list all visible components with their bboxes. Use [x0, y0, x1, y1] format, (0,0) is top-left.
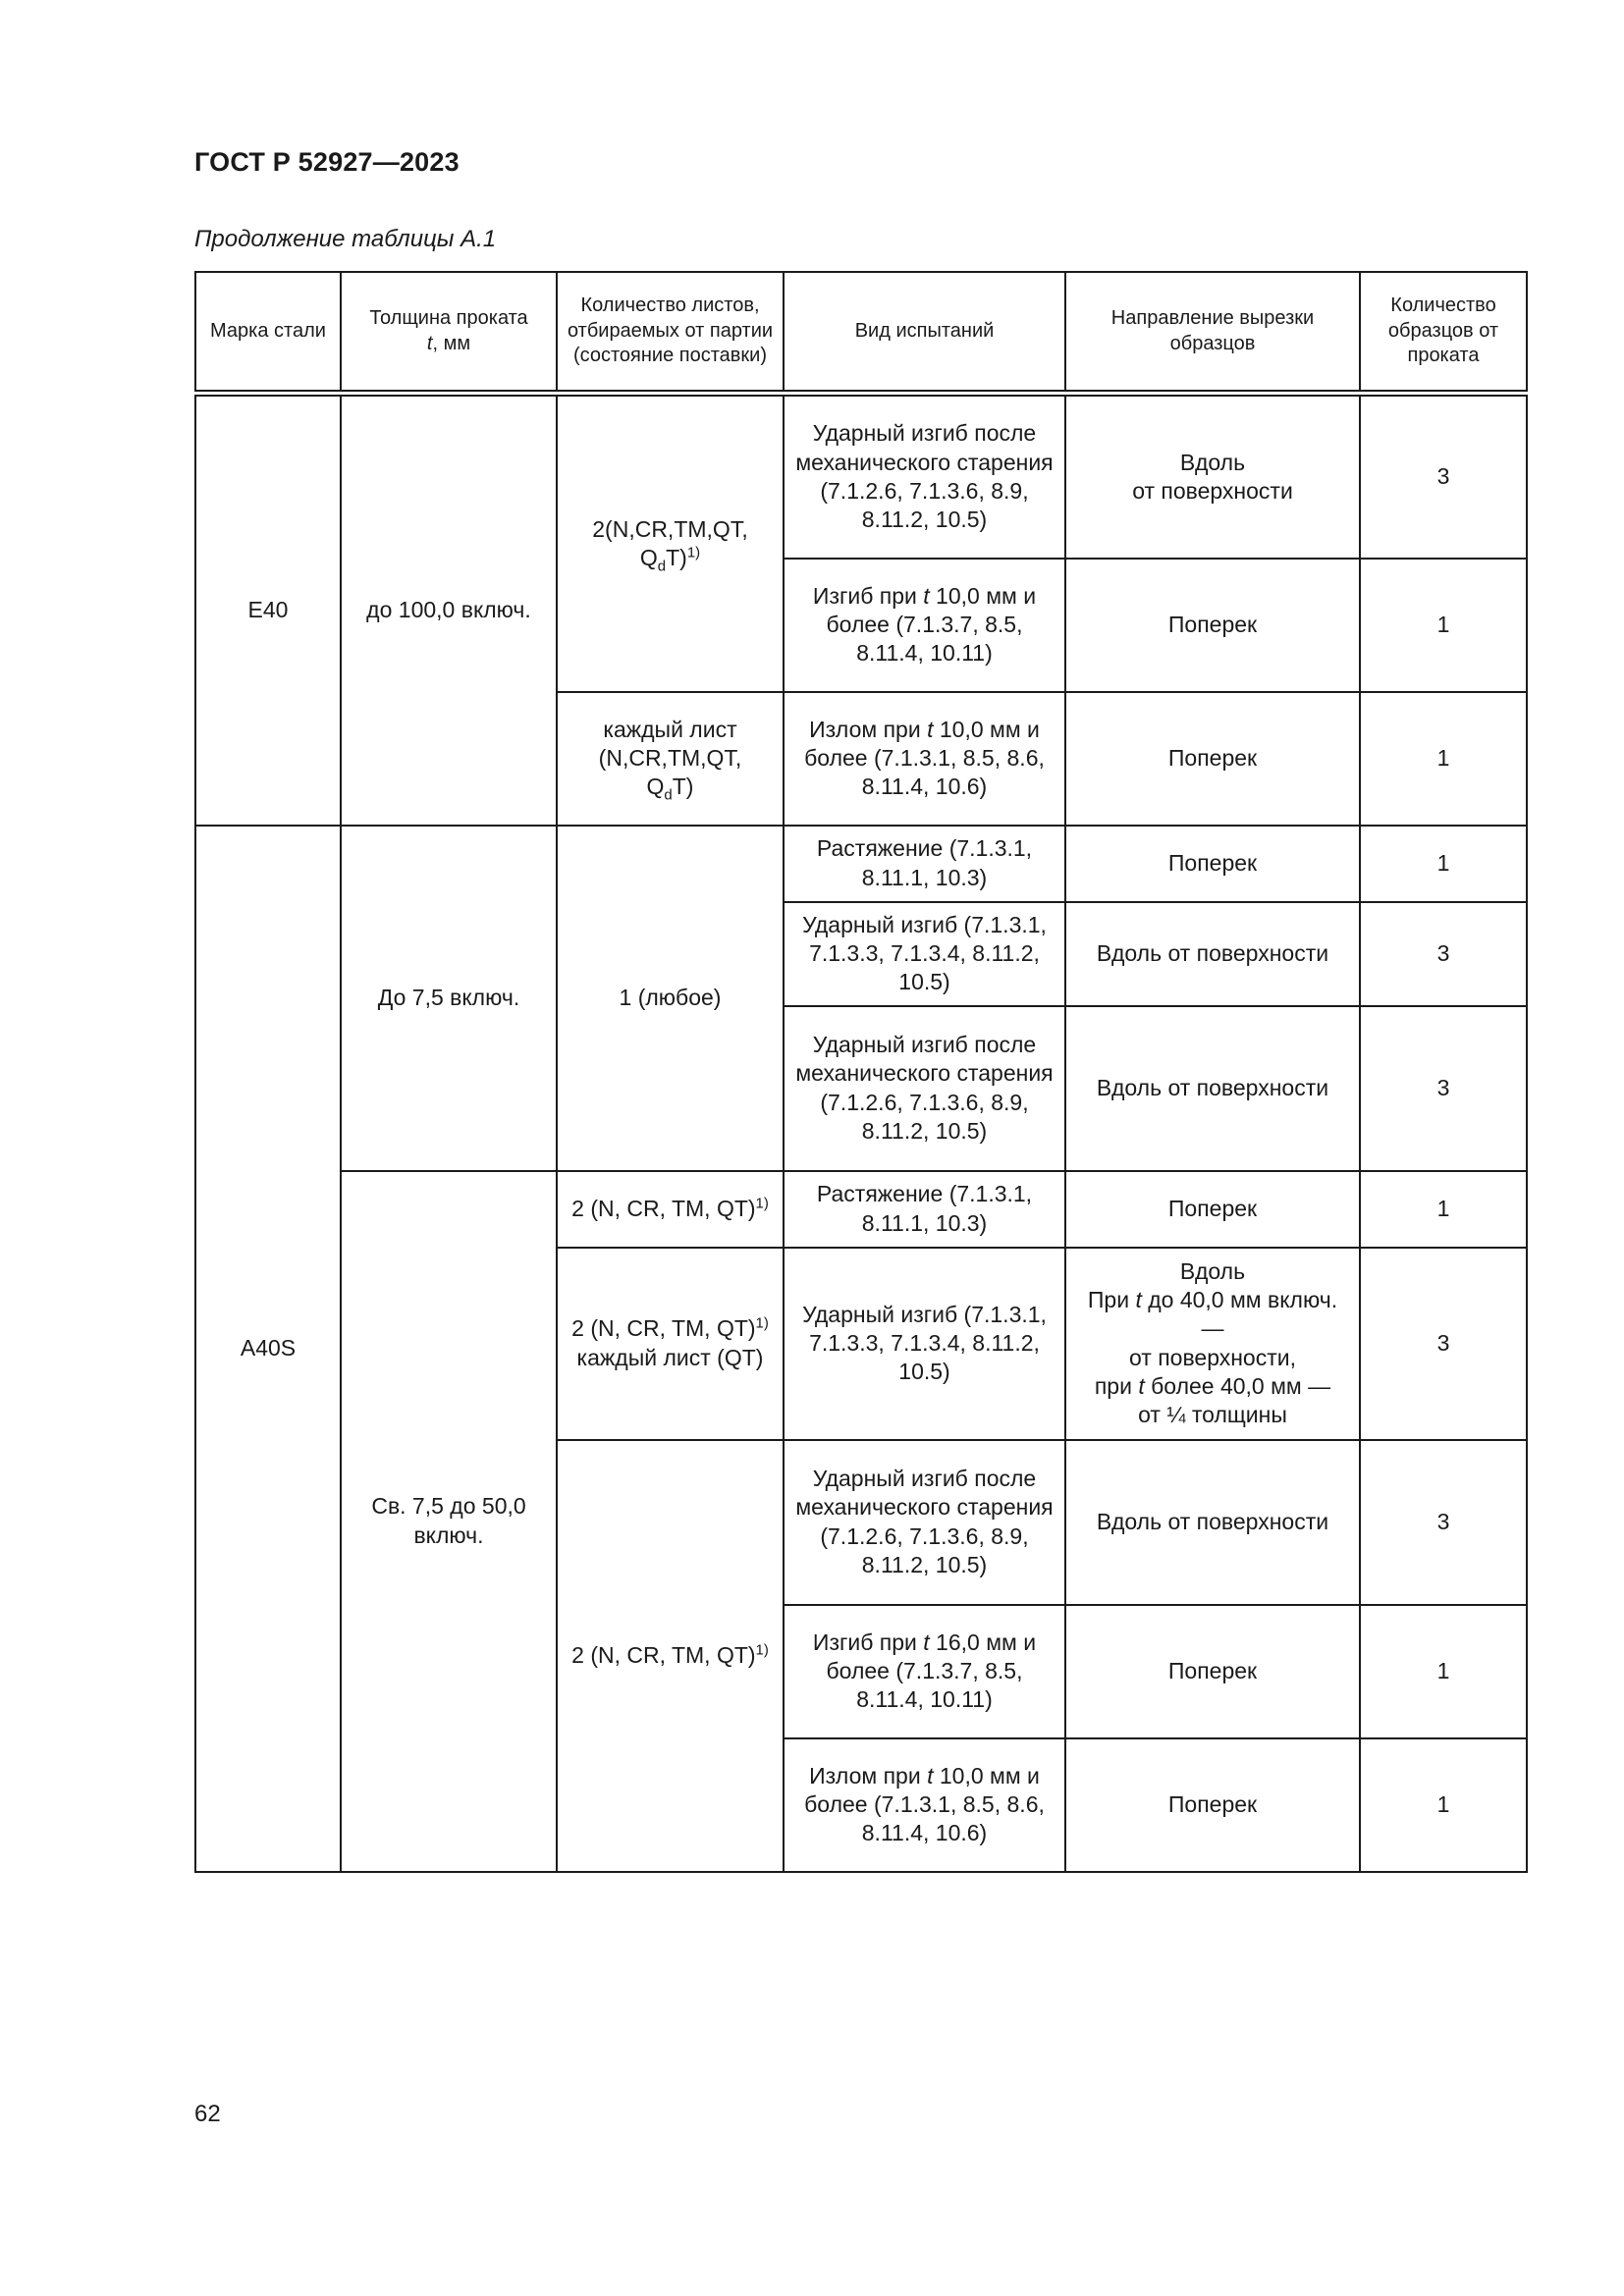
- col-header-thickness: Толщина проката t, мм: [341, 272, 557, 394]
- table-header-row: [195, 272, 1527, 394]
- table-row: [195, 394, 1527, 559]
- cell-count: 1: [1360, 826, 1527, 902]
- cell-direction: Поперек: [1065, 692, 1360, 826]
- cell-count: 1: [1360, 1738, 1527, 1872]
- cell-test: Ударный изгиб после механического старения (7.1.2.6, 7.1.3.6, 8.9, 8.11.2, 10.5): [784, 1006, 1065, 1171]
- cell-count: 1: [1360, 1171, 1527, 1248]
- col-header-sheet-count: Количество листов, отбираемых от партии (состояние поставки): [557, 272, 784, 394]
- cell-direction: Поперек: [1065, 1738, 1360, 1872]
- specification-table: [194, 271, 1528, 1873]
- cell-test: Ударный изгиб (7.1.3.1, 7.1.3.3, 7.1.3.4, 8.11.2, 10.5): [784, 1248, 1065, 1440]
- cell-count: 1: [1360, 692, 1527, 826]
- cell-test: Растяжение (7.1.3.1, 8.11.1, 10.3): [784, 1171, 1065, 1248]
- cell-count: 1: [1360, 559, 1527, 692]
- col-header-sample-direction: Направление вырезки образцов: [1065, 272, 1360, 394]
- cell-direction: Вдоль от поверхности: [1065, 1006, 1360, 1171]
- cell-grade: A40S: [195, 826, 341, 1872]
- table-row: [195, 1171, 1527, 1248]
- cell-test: Излом при t 10,0 мм и более (7.1.3.1, 8.5, 8.6, 8.11.4, 10.6): [784, 692, 1065, 826]
- cell-count: 1: [1360, 1605, 1527, 1738]
- cell-test: Ударный изгиб после механического старения (7.1.2.6, 7.1.3.6, 8.9, 8.11.2, 10.5): [784, 394, 1065, 559]
- cell-test: Изгиб при t 16,0 мм и более (7.1.3.7, 8.5, 8.11.4, 10.11): [784, 1605, 1065, 1738]
- cell-thickness: Св. 7,5 до 50,0 включ.: [341, 1171, 557, 1872]
- cell-sheets: каждый лист (N,CR,TM,QT, $Q_dT$): [557, 692, 784, 826]
- cell-sheets: 2 (N, CR, TM, QT)$^{1)}$ каждый лист (QT): [557, 1248, 784, 1440]
- cell-count: 3: [1360, 1006, 1527, 1171]
- col-header-steel-grade: Марка стали: [195, 272, 341, 394]
- cell-direction: Поперек: [1065, 1171, 1360, 1248]
- cell-direction: Поперек: [1065, 1605, 1360, 1738]
- table-continuation-caption: Продолжение таблицы А.1: [194, 226, 497, 252]
- page-number: 62: [194, 2101, 221, 2127]
- cell-direction: Вдоль от поверхности: [1065, 1440, 1360, 1605]
- table-row: [195, 826, 1527, 902]
- cell-direction: Вдоль от поверхности: [1065, 394, 1360, 559]
- cell-count: 3: [1360, 1248, 1527, 1440]
- cell-direction: Поперек: [1065, 559, 1360, 692]
- cell-direction: Вдоль от поверхности: [1065, 902, 1360, 1006]
- cell-direction: Поперек: [1065, 826, 1360, 902]
- cell-test: Ударный изгиб (7.1.3.1, 7.1.3.3, 7.1.3.4, 8.11.2, 10.5): [784, 902, 1065, 1006]
- cell-sheets: 2 (N, CR, TM, QT)$^{1)}$: [557, 1440, 784, 1872]
- cell-direction: Вдоль При t до 40,0 мм включ. — от поверхности, при t более 40,0 мм — от ¼ толщины: [1065, 1248, 1360, 1440]
- document-header: ГОСТ Р 52927—2023: [194, 147, 460, 177]
- cell-thickness: до 100,0 включ.: [341, 394, 557, 826]
- cell-count: 3: [1360, 902, 1527, 1006]
- cell-grade: E40: [195, 394, 341, 826]
- cell-test: Изгиб при t 10,0 мм и более (7.1.3.7, 8.5, 8.11.4, 10.11): [784, 559, 1065, 692]
- cell-test: Излом при t 10,0 мм и более (7.1.3.1, 8.5, 8.6, 8.11.4, 10.6): [784, 1738, 1065, 1872]
- cell-test: Ударный изгиб после механического старения (7.1.2.6, 7.1.3.6, 8.9, 8.11.2, 10.5): [784, 1440, 1065, 1605]
- cell-test: Растяжение (7.1.3.1, 8.11.1, 10.3): [784, 826, 1065, 902]
- cell-thickness: До 7,5 включ.: [341, 826, 557, 1171]
- col-header-sample-count: Количество образцов от проката: [1360, 272, 1527, 394]
- cell-sheets: 1 (любое): [557, 826, 784, 1171]
- cell-sheets: 2 (N, CR, TM, QT)$^{1)}$: [557, 1171, 784, 1248]
- cell-count: 3: [1360, 1440, 1527, 1605]
- cell-sheets: 2(N,CR,TM,QT, $Q_dT)^{1)}$: [557, 394, 784, 692]
- col-header-test-type: Вид испытаний: [784, 272, 1065, 394]
- cell-count: 3: [1360, 394, 1527, 559]
